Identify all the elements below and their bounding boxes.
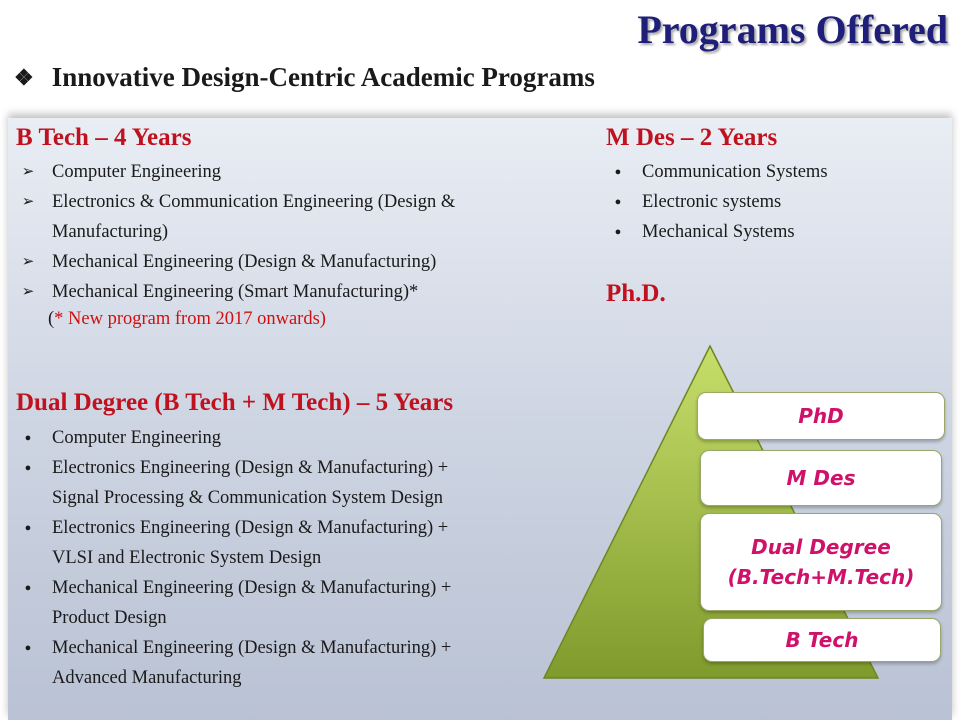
list-item: ➢ Electronics & Communication Engineering (Design & [18,187,578,217]
list-item: ● Mechanical Systems [608,217,928,247]
mdes-heading: M Des – 2 Years [606,124,778,151]
dual-degree-heading: Dual Degree (B Tech + M Tech) – 5 Years [16,389,454,416]
list-item: ● Mechanical Engineering (Design & Manufacturing) + [18,573,578,603]
dot-bullet-icon: ● [614,166,622,178]
subtitle-text: Innovative Design-Centric Academic Programs [51,62,595,92]
dual-degree-list [18,423,578,693]
dot-bullet-icon: ● [24,522,32,534]
list-item-continuation: VLSI and Electronic System Design [52,548,322,568]
phd-heading: Ph.D. [606,280,666,307]
btech-heading: B Tech – 4 Years [16,124,192,151]
new-program-note: (* New program from 2017 onwards) [48,309,326,329]
dot-bullet-icon: ● [24,432,32,444]
list-item-continuation: Manufacturing) [52,222,169,242]
dot-bullet-icon: ● [614,226,622,238]
pyramid-level-dual-degree [700,513,942,611]
list-item-continuation: Product Design [52,608,167,628]
page-title: Programs Offered [637,7,948,52]
dot-bullet-icon: ● [614,196,622,208]
list-item: ● Electronic systems [608,187,928,217]
list-item: ● Electronics Engineering (Design & Manufacturing) + [18,513,578,543]
btech-list [18,157,578,307]
list-item-continuation: Advanced Manufacturing [52,668,242,688]
pyramid-label: (B.Tech+M.Tech) [727,565,915,589]
list-item: ● Communication Systems [608,157,928,187]
diamond-bullet-icon: ❖ [14,64,34,90]
pyramid-label: Dual Degree [751,535,891,559]
list-item: ➢ Mechanical Engineering (Design & Manufacturing) [18,247,578,277]
arrow-bullet-icon: ➢ [21,164,35,180]
dot-bullet-icon: ● [24,582,32,594]
pyramid-level-mdes [700,450,942,506]
dot-bullet-icon: ● [24,462,32,474]
list-item: ● Computer Engineering [18,423,578,453]
pyramid-level-phd [697,392,945,440]
pyramid-label: M Des [786,466,856,490]
list-item-continuation: Signal Processing & Communication System Design [52,488,444,508]
list-item: ● Electronics Engineering (Design & Manufacturing) + [18,453,578,483]
dot-bullet-icon: ● [24,642,32,654]
arrow-bullet-icon: ➢ [21,284,35,300]
arrow-bullet-icon: ➢ [21,254,35,270]
list-item: ➢ Mechanical Engineering (Smart Manufacturing)* [18,277,578,307]
pyramid-level-btech [703,618,941,662]
mdes-list [608,157,928,247]
arrow-bullet-icon: ➢ [21,194,35,210]
pyramid-label: B Tech [785,628,859,652]
list-item: ➢ Computer Engineering [18,157,578,187]
list-item: ● Mechanical Engineering (Design & Manufacturing) + [18,633,578,663]
subtitle [14,62,595,93]
pyramid-label: PhD [798,404,844,428]
